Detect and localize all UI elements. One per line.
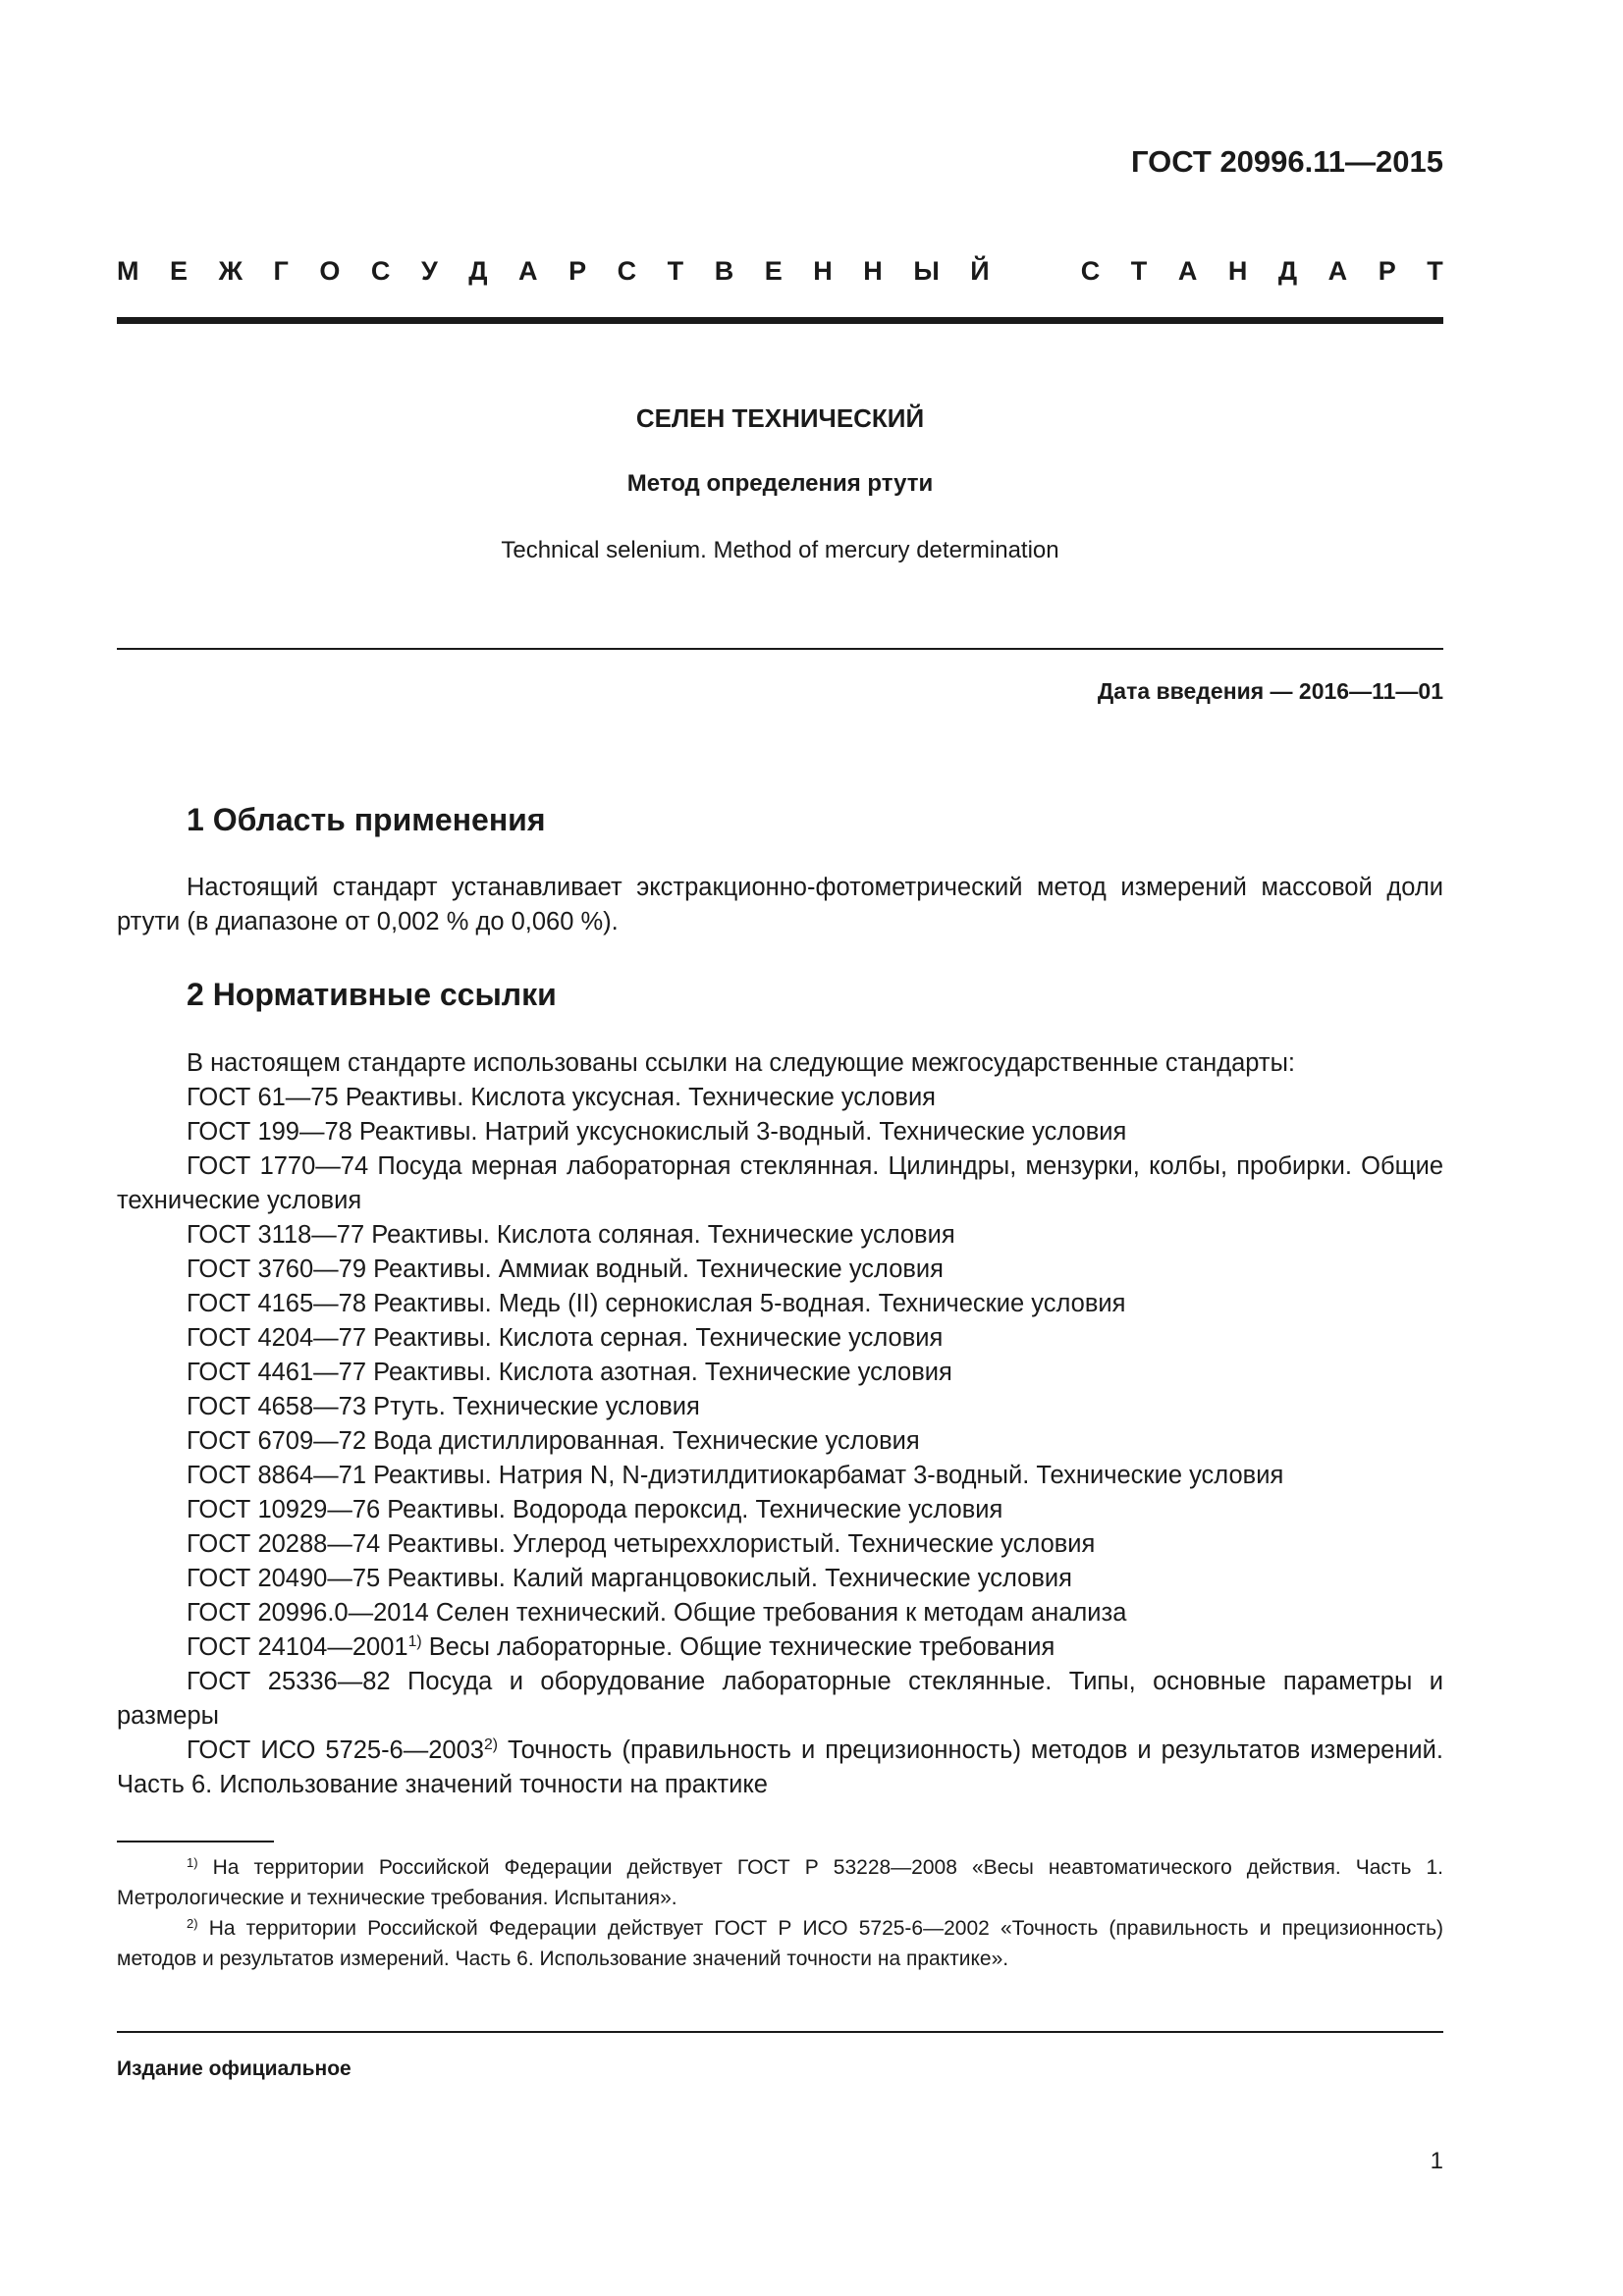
reference-item: ГОСТ 4165—78 Реактивы. Медь (II) сернокислая 5-водная. Технические условия (187, 1290, 1126, 1317)
official-edition-label: Издание официальное (117, 2057, 352, 2080)
reference-item: ГОСТ 20996.0—2014 Селен технический. Общие требования к методам анализа (187, 1599, 1127, 1627)
banner-letter: Г (273, 256, 289, 286)
banner-letter: А (1177, 256, 1198, 286)
header-thick-rule (117, 317, 1443, 324)
reference-item: ГОСТ 10929—76 Реактивы. Водорода пероксид. Технические условия (187, 1496, 1003, 1523)
footnote-text: На территории Российской Федерации действует ГОСТ Р ИСО 5725-6—2002 «Точность (правильность и прецизионность) методов и результатов измерений. Часть 6. Использование значений точности на практике». (117, 1917, 1443, 1970)
reference-item: ГОСТ 4658—73 Ртуть. Технические условия (187, 1393, 700, 1420)
references-list (117, 1046, 1443, 1802)
banner-letter: Т (1130, 256, 1148, 286)
footnotes (117, 1852, 1443, 1974)
footnote-mark: 1) (407, 1633, 422, 1651)
introduction-date: Дата введения — 2016—11—01 (1097, 678, 1443, 704)
banner-letter: Н (1227, 256, 1248, 286)
banner-letter: Н (863, 256, 883, 286)
document-title-english: Technical selenium. Method of mercury determination (501, 537, 1059, 563)
banner-letter: О (319, 256, 341, 286)
section-heading-scope: 1 Область применения (187, 802, 546, 837)
document-number: ГОСТ 20996.11—2015 (1131, 144, 1443, 179)
reference-title: Точность (правильность и прецизионность) методов и результатов измерений. Часть 6. Использование значений точности на практике (117, 1736, 1443, 1798)
reference-item: ГОСТ 1770—74 Посуда мерная лабораторная стеклянная. Цилиндры, мензурки, колбы, пробирки. Общие технические условия (117, 1152, 1443, 1214)
banner-letter: Р (1378, 256, 1396, 286)
footnote-mark: 1) (187, 1854, 198, 1870)
section-heading-references: 2 Нормативные ссылки (187, 977, 557, 1012)
footnote-1 (117, 1852, 1443, 1913)
banner-letter: А (518, 256, 538, 286)
banner-letter: С (1080, 256, 1101, 286)
footnote-mark: 2) (483, 1736, 499, 1754)
banner-letter: Н (813, 256, 833, 286)
banner-word-gap (1020, 256, 1050, 287)
banner-letter: Е (170, 256, 189, 286)
reference-item: ГОСТ 20288—74 Реактивы. Углерод четыреххлористый. Технические условия (187, 1530, 1096, 1558)
reference-item: ГОСТ 199—78 Реактивы. Натрий уксуснокислый 3-водный. Технические условия (187, 1118, 1127, 1146)
document-subtitle: Метод определения ртути (626, 470, 934, 497)
banner-letter: С (617, 256, 637, 286)
banner-letter: Т (667, 256, 684, 286)
banner-letter: Д (468, 256, 488, 286)
reference-item: ГОСТ 3118—77 Реактивы. Кислота соляная. Технические условия (187, 1221, 955, 1249)
reference-item: ГОСТ 61—75 Реактивы. Кислота уксусная. Технические условия (187, 1084, 936, 1111)
reference-code: ГОСТ ИСО 5725-6—2003 (187, 1736, 484, 1764)
banner-letter: М (117, 256, 139, 286)
standard-banner (117, 256, 1443, 287)
page-number: 1 (1430, 2148, 1443, 2174)
reference-item: ГОСТ 4461—77 Реактивы. Кислота азотная. Технические условия (187, 1359, 952, 1386)
reference-item: ГОСТ 6709—72 Вода дистиллированная. Технические условия (187, 1427, 920, 1455)
banner-letter: Т (1427, 256, 1443, 286)
banner-letter: С (370, 256, 391, 286)
reference-item: ГОСТ 25336—82 Посуда и оборудование лабораторные стеклянные. Типы, основные параметры и размеры (117, 1668, 1443, 1730)
references-intro: В настоящем стандарте использованы ссылки на следующие межгосударственные стандарты: (187, 1049, 1295, 1077)
footnote-separator (117, 1841, 274, 1842)
footnote-mark: 2) (187, 1915, 198, 1931)
reference-item: ГОСТ 4204—77 Реактивы. Кислота серная. Технические условия (187, 1324, 944, 1352)
section-scope-body (117, 871, 1443, 939)
banner-letter: Ы (913, 256, 940, 286)
reference-item (117, 1734, 1443, 1802)
reference-title: Весы лабораторные. Общие технические требования (421, 1633, 1055, 1661)
scope-paragraph: Настоящий стандарт устанавливает экстракционно-фотометрический метод измерений массовой доли ртути (в диапазоне от 0,002 % до 0,060 %). (117, 874, 1443, 935)
document-title: СЕЛЕН ТЕХНИЧЕСКИЙ (635, 403, 925, 433)
footer-rule (117, 2031, 1443, 2033)
banner-letter: У (420, 256, 438, 286)
banner-letter: А (1327, 256, 1348, 286)
banner-letter: Й (970, 256, 990, 286)
footnote-text: На территории Российской Федерации действует ГОСТ Р 53228—2008 «Весы неавтоматического действия. Часть 1. Метрологические и технические требования. Испытания». (117, 1856, 1443, 1909)
reference-item: ГОСТ 20490—75 Реактивы. Калий марганцовокислый. Технические условия (187, 1565, 1072, 1592)
reference-item: ГОСТ 8864—71 Реактивы. Натрия N, N-диэтилдитиокарбамат 3-водный. Технические условия (187, 1462, 1284, 1489)
footnote-2 (117, 1913, 1443, 1974)
banner-letter: Ж (218, 256, 243, 286)
banner-letter: В (714, 256, 734, 286)
reference-code: ГОСТ 24104—2001 (187, 1633, 408, 1661)
banner-letter: Е (764, 256, 783, 286)
title-rule (117, 648, 1443, 650)
banner-letter: Р (568, 256, 587, 286)
reference-item: ГОСТ 3760—79 Реактивы. Аммиак водный. Технические условия (187, 1255, 944, 1283)
reference-item (117, 1630, 1443, 1665)
banner-letter: Д (1277, 256, 1298, 286)
